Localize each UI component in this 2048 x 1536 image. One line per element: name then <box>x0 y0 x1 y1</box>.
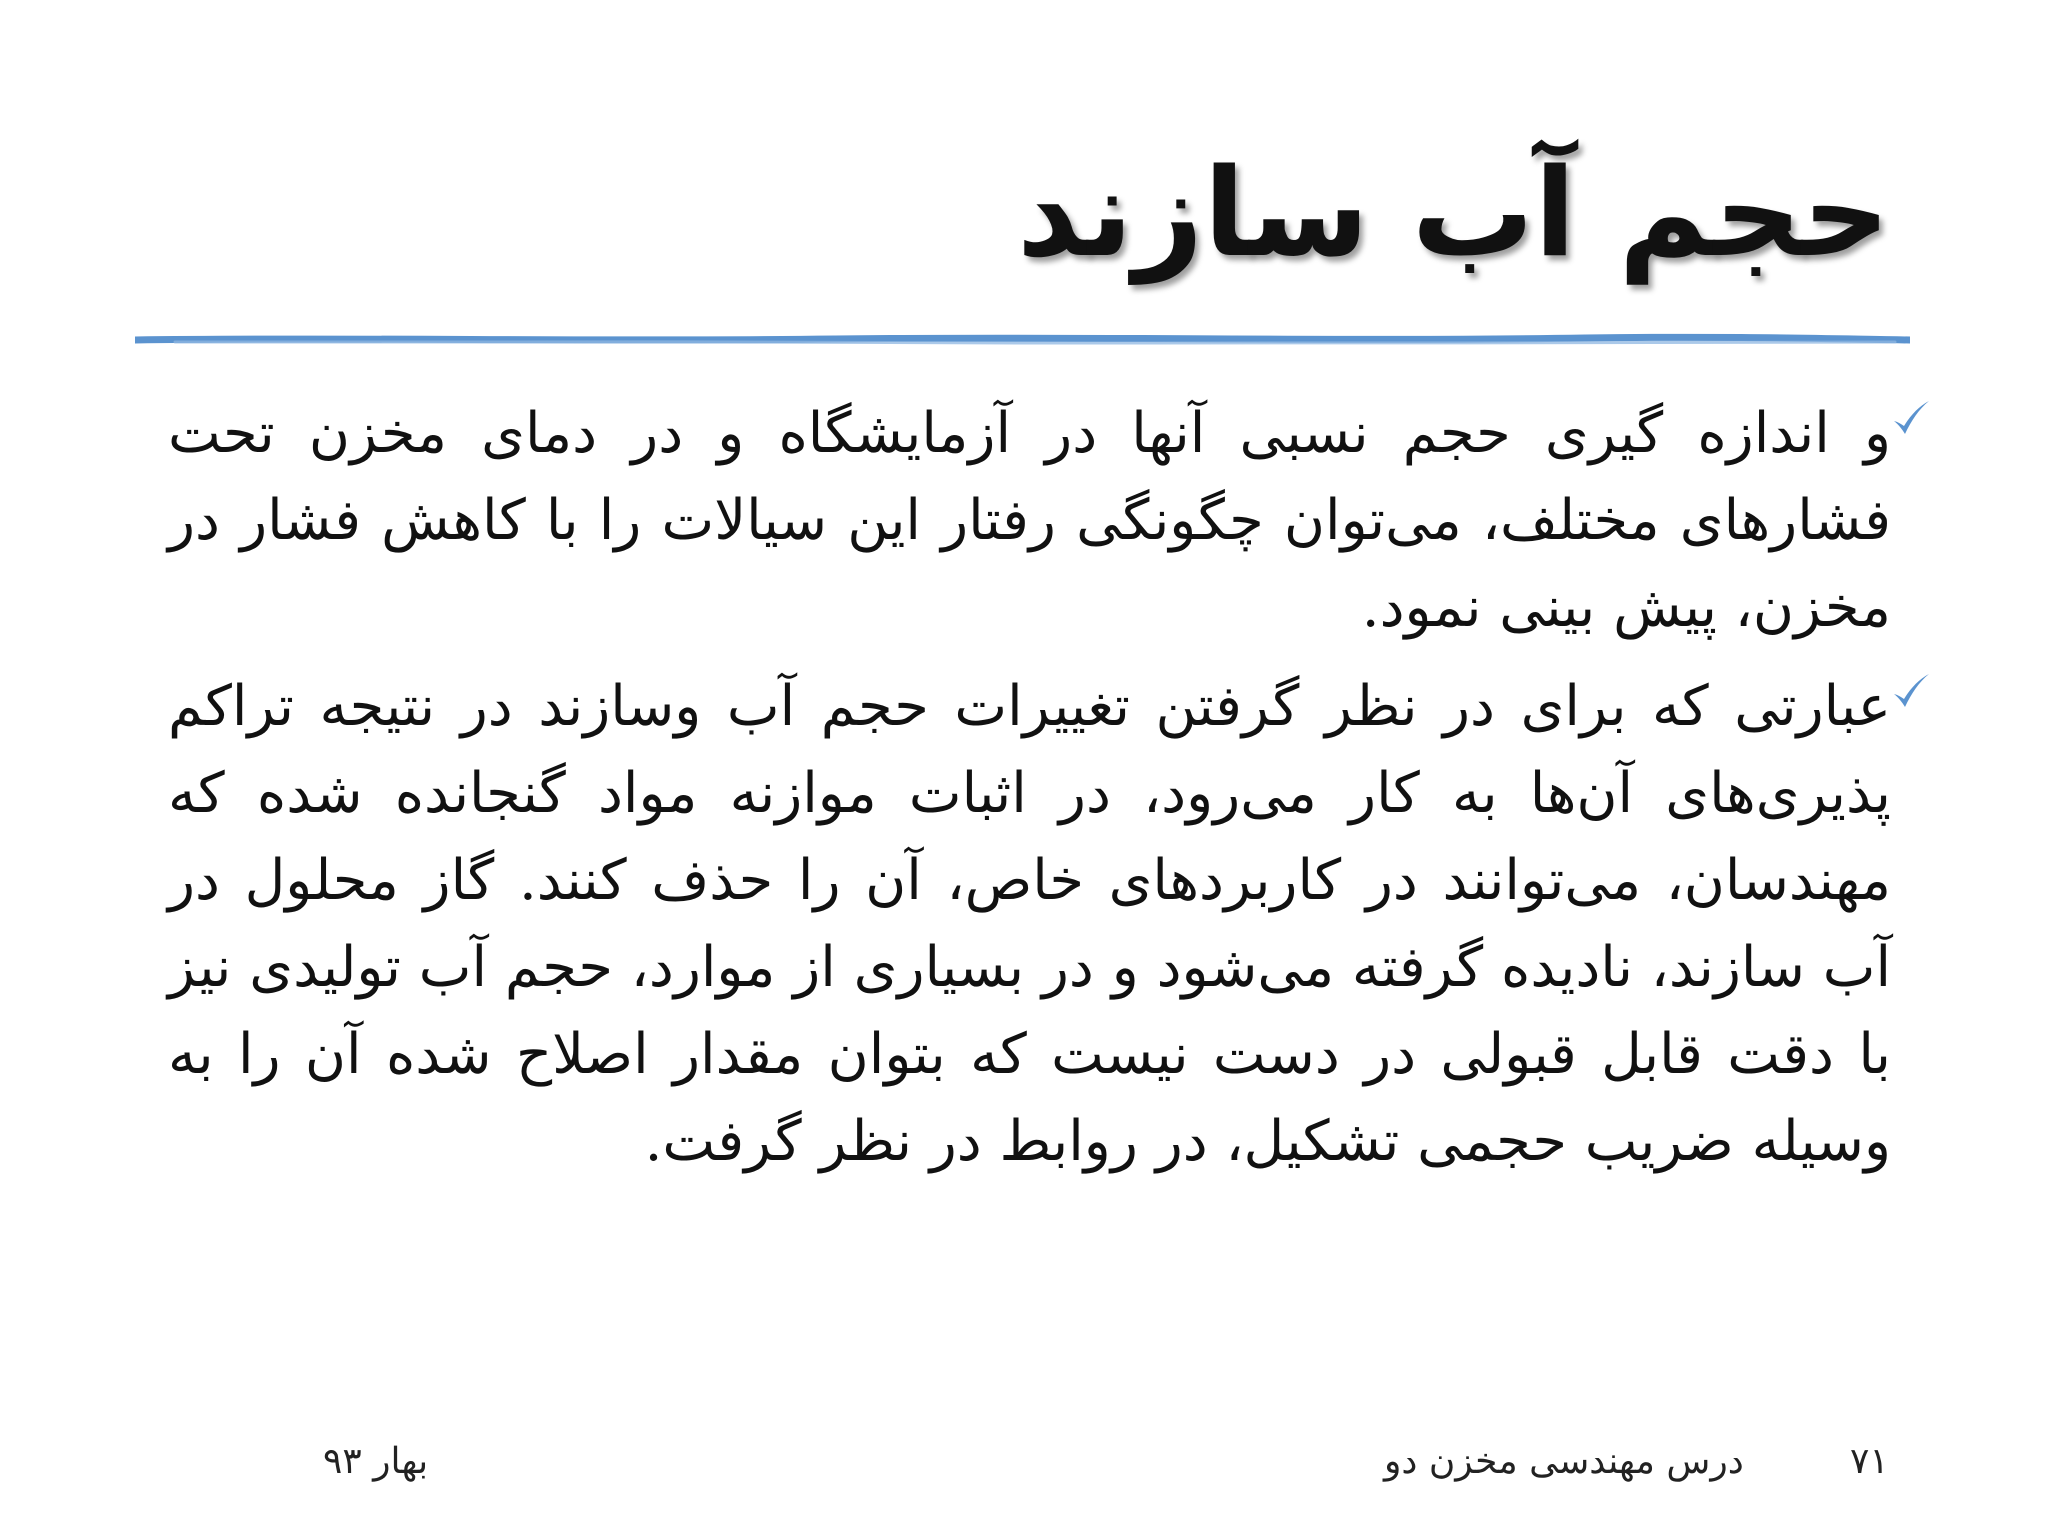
check-icon <box>1889 396 1933 440</box>
slide-number: ۷۱ <box>1850 1441 1889 1482</box>
bullet-item <box>168 663 1933 1185</box>
footer-course-name: درس مهندسی مخزن دو <box>1384 1441 1744 1482</box>
bullet-text: عبارتی که برای در نظر گرفتن تغییرات حجم آب وسازند در نتیجه تراکم پذیری‌های آن‌ها به کار می‌رود، در اثبات موازنه مواد گنجانده شده که مهندسان، می‌توانند در کاربردهای خاص، آن را حذف کنند. گاز محلول در آب سازند، نادیده گرفته می‌شود و در بسیاری از موارد، حجم آب تولیدی نیز با دقت قابل قبولی در دست نیست که بتوان مقدار اصلاح شده آن را به وسیله ضریب حجمی تشکیل، در روابط در نظر گرفت. <box>168 674 1891 1174</box>
title-divider <box>135 333 1910 347</box>
slide-title: حجم آب سازند <box>1016 142 1890 284</box>
bullet-text: و اندازه گیری حجم نسبی آنها در آزمایشگاه و در دمای مخزن تحت فشارهای مختلف، می‌توان چگونگی رفتار این سیالات را با کاهش فشار در مخزن، پیش بینی نمود. <box>168 401 1891 640</box>
bullet-item <box>168 390 1933 651</box>
bullet-list <box>168 390 1933 1197</box>
footer-date: بهار ۹۳ <box>323 1441 429 1482</box>
check-icon <box>1889 669 1933 713</box>
